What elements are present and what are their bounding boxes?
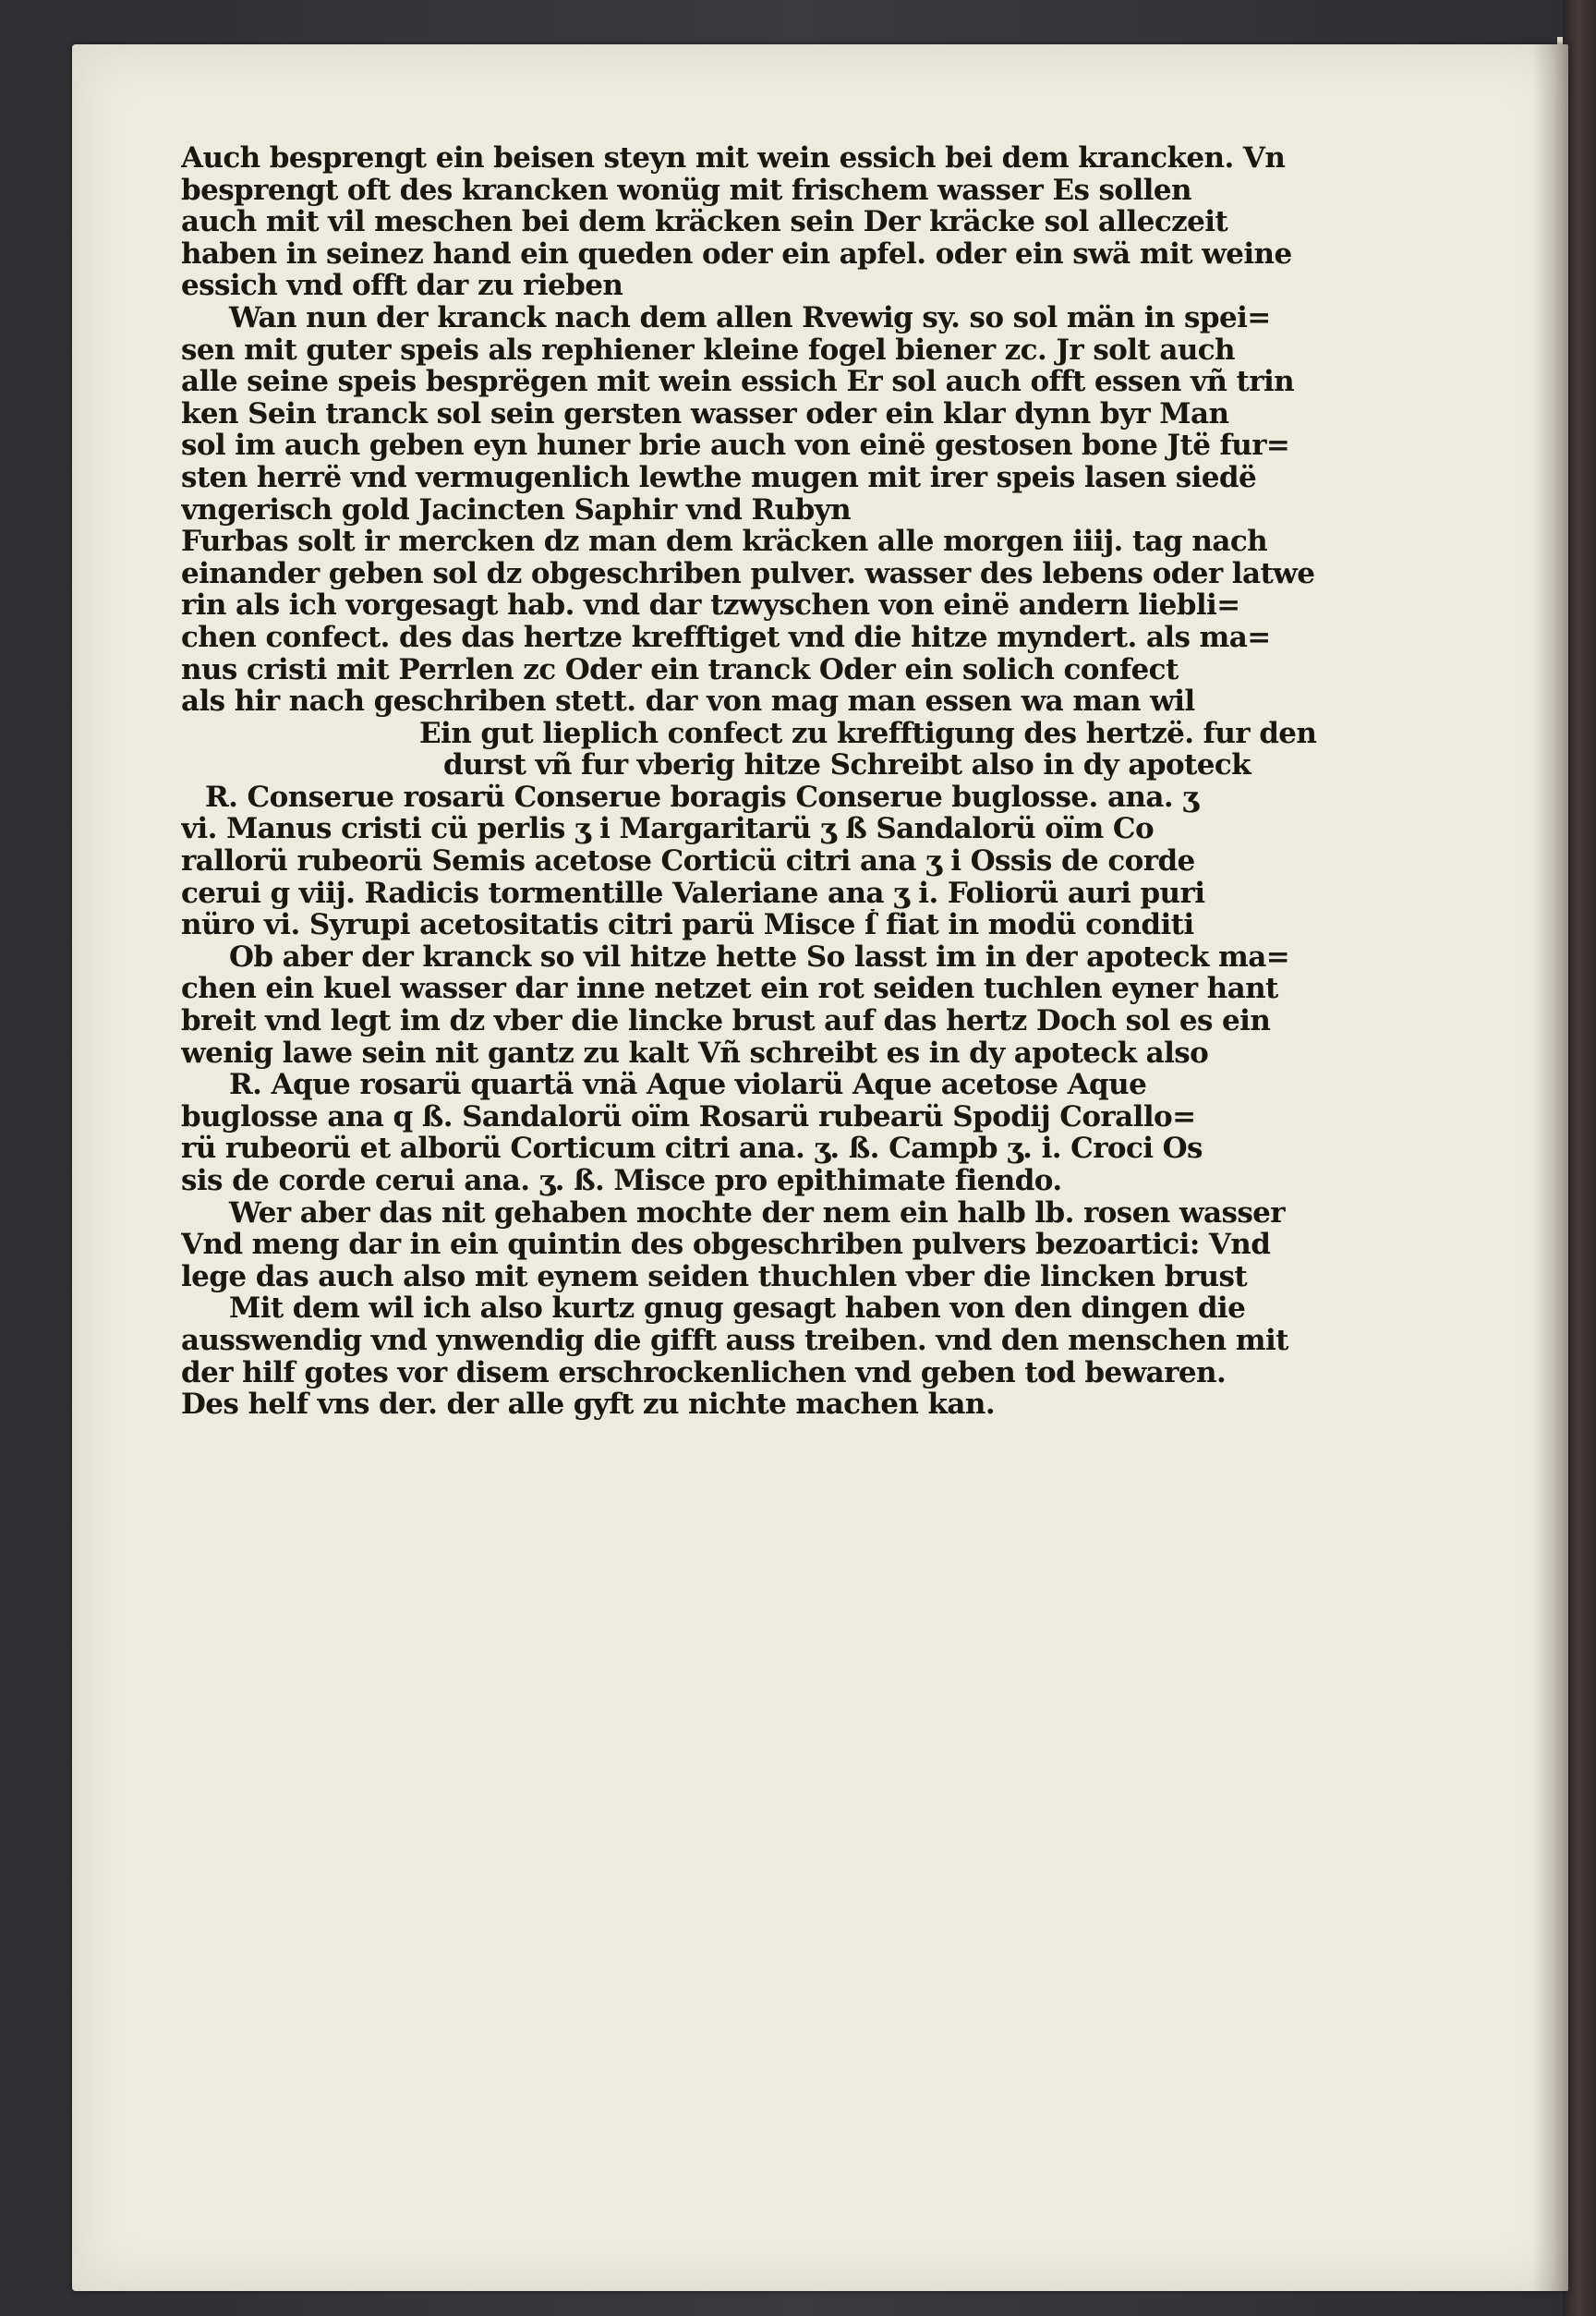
- text-line: als hir nach geschriben stett. dar von mag man essen wa man wil: [181, 685, 1195, 718]
- recipe-line: rü rubeorü et alborü Corticum citri ana. ʒ. ß. Campb ʒ. i. Croci Os: [181, 1133, 1203, 1165]
- text-line: vngerisch gold Jacincten Saphir vnd Rubyn: [181, 493, 852, 527]
- section-heading-line: Ein gut lieplich confect zu krefftigung des hertzë. fur den: [419, 717, 1317, 750]
- text-line: der hilf gotes vor disem erschrockenlichen vnd geben tod bewaren.: [181, 1356, 1227, 1389]
- recipe-line: cerui g viij. Radicis tormentille Valeriane ana ʒ i. Foliorü auri puri: [181, 877, 1205, 910]
- text-line: breit vnd legt im dz vber die lincke brust auf das hertz Doch sol es ein: [181, 1005, 1271, 1037]
- recipe-line: nüro vi. Syrupi acetositatis citri parü Misce ẛ fiat in modü conditi: [181, 909, 1194, 941]
- text-line: essich vnd offt dar zu rieben: [181, 270, 623, 302]
- text-line: Des helf vns der. der alle gyft zu nichte machen kan.: [181, 1388, 996, 1421]
- text-line: sen mit guter speis als rephiener kleine fogel biener zc. Jr solt auch: [181, 333, 1235, 367]
- recipe-line: buglosse ana q ß. Sandalorü oïm Rosarü rubearü Spodij Corallo=: [181, 1100, 1196, 1134]
- text-line: ken Sein tranck sol sein gersten wasser oder ein klar dynn byr Man: [181, 397, 1229, 430]
- recipe-line: sis de corde cerui ana. ʒ. ß. Misce pro epithimate fiendo.: [181, 1165, 1062, 1197]
- text-line: sten herrë vnd vermugenlich lewthe mugen mit irer speis lasen siedë: [181, 461, 1257, 494]
- text-line: Vnd meng dar in ein quintin des obgeschriben pulvers bezoartici: Vnd: [181, 1229, 1271, 1261]
- recipe-line: R. Aque rosarü quartä vnä Aque violarü Aque acetose Aque: [229, 1069, 1147, 1101]
- text-line: Auch besprengt ein beisen steyn mit wein essich bei dem krancken. Vn: [181, 142, 1286, 175]
- text-line: Furbas solt ir mercken dz man dem kräcken alle morgen iiij. tag nach: [181, 526, 1268, 558]
- text-line: Ob aber der kranck so vil hitze hette So lasst im in der apoteck ma=: [229, 940, 1290, 974]
- text-line: Wer aber das nit gehaben mochte der nem ein halb lb. rosen wasser: [229, 1196, 1286, 1230]
- text-line: einander geben sol dz obgeschriben pulver. wasser des lebens oder latwe: [181, 557, 1315, 590]
- text-line: alle seine speis besprëgen mit wein essich Er sol auch offt essen vñ trin: [181, 366, 1295, 398]
- text-line: nus cristi mit Perrlen zc Oder ein tranck Oder ein solich confect: [181, 653, 1179, 686]
- text-line: auch mit vil meschen bei dem kräcken sein Der kräcke sol alleczeit: [181, 206, 1228, 238]
- text-line: haben in seinez hand ein queden oder ein apfel. oder ein swä mit weine: [181, 237, 1292, 271]
- recipe-line: rallorü rubeorü Semis acetose Corticü citri ana ʒ i Ossis de corde: [181, 845, 1195, 878]
- text-line: ausswendig vnd ynwendig die gifft auss treiben. vnd den menschen mit: [181, 1324, 1288, 1357]
- section-heading-line: durst vñ fur vberig hitze Schreibt also in dy apoteck: [443, 749, 1251, 782]
- text-line: rin als ich vorgesagt hab. vnd dar tzwyschen von einë andern liebli=: [181, 589, 1240, 622]
- text-line: chen confect. des das hertze krefftiget vnd die hitze myndert. als ma=: [181, 621, 1271, 654]
- text-line: chen ein kuel wasser dar inne netzet ein rot seiden tuchlen eyner hant: [181, 973, 1278, 1006]
- text-line: sol im auch geben eyn huner brie auch von einë gestosen bone Jtë fur=: [181, 430, 1290, 462]
- text-line: wenig lawe sein nit gantz zu kalt Vñ schreibt es in dy apoteck also: [181, 1037, 1209, 1070]
- text-line: Wan nun der kranck nach dem allen Rvewig sy. so sol män in spei=: [229, 301, 1271, 334]
- recipe-line: vi. Manus cristi cü perlis ʒ i Margaritarü ʒ ß Sandalorü oïm Co: [181, 813, 1155, 846]
- page-text-block: [181, 142, 1419, 1421]
- text-line: Mit dem wil ich also kurtz gnug gesagt haben von den dingen die: [229, 1292, 1246, 1325]
- text-line: besprengt oft des krancken wonüg mit frischem wasser Es sollen: [181, 174, 1191, 207]
- text-line: lege das auch also mit eynem seiden thuchlen vber die lincken brust: [181, 1260, 1248, 1293]
- recipe-line: R. Conserue rosarü Conserue boragis Conserue buglosse. ana. ʒ: [205, 781, 1199, 814]
